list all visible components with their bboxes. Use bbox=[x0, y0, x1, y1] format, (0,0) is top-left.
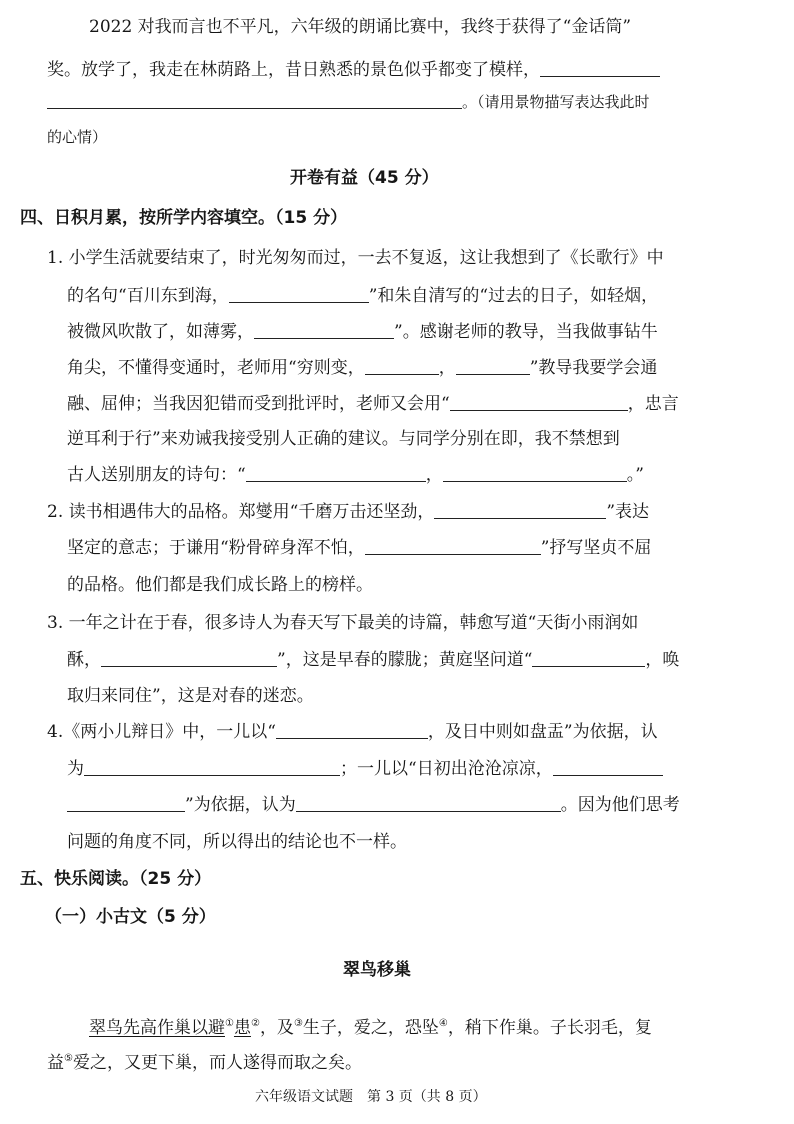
answer-blank-q4-2[interactable] bbox=[84, 757, 340, 776]
answer-blank-intro-1[interactable] bbox=[540, 58, 660, 77]
answer-blank-q3-2[interactable] bbox=[532, 648, 645, 667]
q2-line-2-text-b: ”抒写坚贞不屈 bbox=[540, 538, 652, 558]
passage-line-1 bbox=[89, 1013, 652, 1038]
intro-line-3 bbox=[47, 90, 650, 112]
note-marker-3: ③ bbox=[293, 1018, 303, 1029]
q2-line-2-text-a: 坚定的意志；于谦用“粉骨碎身浑不怕， bbox=[67, 538, 365, 558]
page-footer: 六年级语文试题 第 3 页（共 8 页） bbox=[255, 1089, 487, 1105]
note-marker-5: ⑤ bbox=[64, 1053, 73, 1064]
q4-line-3-text-a: ”为依据，认为 bbox=[185, 795, 296, 815]
q1-line-5-text-a: 融、屈伸；当我因犯错而受到批评时，老师又会用“ bbox=[67, 394, 450, 414]
answer-blank-q4-3[interactable] bbox=[553, 757, 663, 776]
answer-blank-q4-1[interactable] bbox=[276, 720, 428, 739]
answer-blank-q3-1[interactable] bbox=[101, 648, 277, 667]
q2-line-1-text-a: 2. 读书相遇伟大的品格。郑燮用“千磨万击还坚劲， bbox=[47, 502, 435, 522]
intro-line-3-text: 。（请用景物描写表达我此时 bbox=[462, 93, 650, 111]
q4-line-1-text-b: ，及日中则如盘盂”为依据，认 bbox=[427, 722, 658, 742]
q2-line-2 bbox=[67, 533, 651, 558]
q1-line-5 bbox=[67, 389, 679, 414]
passage-title: 翠鸟移巢 bbox=[343, 960, 411, 980]
passage-text-3: 生子，爱之，恐坠 bbox=[302, 1018, 439, 1038]
answer-blank-q1-4[interactable] bbox=[456, 356, 530, 375]
intro-line-2 bbox=[47, 55, 660, 80]
q1-line-2-text-b: ”和朱自清写的“过去的日子，如轻烟， bbox=[368, 286, 659, 306]
q1-line-1: 1. 小学生活就要结束了，时光匆匆而过，一去不复返，这让我想到了《长歌行》中 bbox=[47, 248, 664, 268]
q1-line-2-text-a: 的名句“百川东到海， bbox=[67, 286, 229, 306]
q3-line-2-text-a: 酥， bbox=[67, 650, 101, 670]
intro-line-4: 的心情） bbox=[47, 128, 108, 146]
answer-blank-q1-7[interactable] bbox=[443, 463, 627, 482]
answer-blank-q1-2[interactable] bbox=[254, 320, 394, 339]
intro-line-1: 2022 对我而言也不平凡，六年级的朗诵比赛中，我终于获得了“金话筒” bbox=[89, 17, 632, 37]
q4-line-2-text-a: 为 bbox=[67, 759, 84, 779]
q2-line-1-text-b: ”表达 bbox=[606, 502, 650, 522]
note-marker-2: ② bbox=[250, 1018, 260, 1029]
q1-line-5-text-b: ，忠言 bbox=[627, 394, 679, 414]
passage-text-1: 翠鸟先高作巢以避 bbox=[89, 1018, 225, 1038]
intro-line-2-text: 奖。放学了，我走在林荫路上，昔日熟悉的景色似乎都变了模样， bbox=[47, 60, 540, 80]
answer-blank-q2-1[interactable] bbox=[434, 500, 606, 519]
q1-line-4-text-c: ”教导我要学会通 bbox=[529, 358, 658, 378]
q3-line-2 bbox=[67, 645, 679, 670]
q1-line-7-text-a: 古人送别朋友的诗句：“ bbox=[67, 465, 246, 485]
passage-text-5: 益 bbox=[47, 1053, 64, 1073]
q4-line-2 bbox=[67, 754, 663, 779]
q1-line-3-text-b: ”。感谢老师的教导，当我做事钻牛 bbox=[394, 322, 658, 342]
section-5-subtitle: （一）小古文（5 分） bbox=[45, 907, 216, 927]
answer-blank-q4-4[interactable] bbox=[67, 793, 185, 812]
q1-line-7 bbox=[67, 460, 644, 485]
q2-line-1 bbox=[47, 497, 649, 522]
passage-text-2: ，及 bbox=[259, 1018, 294, 1038]
q4-line-2-text-b: ；一儿以“日初出沧沧凉凉， bbox=[340, 759, 553, 779]
q4-line-1 bbox=[47, 717, 658, 742]
note-marker-4: ④ bbox=[438, 1018, 448, 1029]
answer-blank-q1-3[interactable] bbox=[365, 356, 439, 375]
q1-line-3-text-a: 被微风吹散了，如薄雾， bbox=[67, 322, 254, 342]
note-marker-1: ① bbox=[225, 1018, 234, 1029]
answer-blank-q4-5[interactable] bbox=[296, 793, 561, 812]
section-5-title: 五、快乐阅读。（25 分） bbox=[20, 869, 212, 889]
answer-blank-q1-1[interactable] bbox=[229, 284, 369, 303]
answer-blank-q1-5[interactable] bbox=[450, 392, 628, 411]
passage-word-huan: 患 bbox=[233, 1018, 251, 1038]
q1-line-7-text-b: ， bbox=[425, 465, 443, 485]
q1-line-4-text-a: 角尖，不懂得变通时，老师用“穷则变， bbox=[67, 358, 365, 378]
q1-line-7-text-c: 。” bbox=[626, 465, 644, 485]
q4-line-3-text-b: 。因为他们思考 bbox=[560, 795, 680, 815]
q3-line-2-text-c: ，唤 bbox=[645, 650, 680, 670]
section-4-title: 四、日积月累，按所学内容填空。（15 分） bbox=[20, 208, 348, 228]
answer-blank-intro-2[interactable] bbox=[47, 90, 462, 109]
q4-line-4: 问题的角度不同，所以得出的结论也不一样。 bbox=[67, 832, 407, 852]
q4-line-1-text-a: 4.《两小儿辩日》中，一儿以“ bbox=[47, 722, 276, 742]
q4-line-3 bbox=[67, 790, 680, 815]
q1-line-4-text-b: ， bbox=[438, 358, 456, 378]
q1-line-2 bbox=[67, 281, 658, 306]
answer-blank-q2-2[interactable] bbox=[365, 536, 541, 555]
passage-line-2 bbox=[47, 1048, 362, 1073]
q3-line-2-text-b: ”，这是早春的朦胧；黄庭坚问道“ bbox=[277, 650, 533, 670]
q1-line-6: 逆耳利于行”来劝诫我接受别人正确的建议。与同学分别在即，我不禁想到 bbox=[67, 429, 620, 449]
answer-blank-q1-6[interactable] bbox=[246, 463, 426, 482]
passage-text-6: 爱之，又更下巢，而人遂得而取之矣。 bbox=[72, 1053, 362, 1073]
q3-line-3: 取归来同住”，这是对春的迷恋。 bbox=[67, 686, 314, 706]
part-title: 开卷有益（45 分） bbox=[290, 168, 439, 188]
passage-text-4: ，稍下作巢。子长羽毛，复 bbox=[447, 1018, 652, 1038]
q1-line-4 bbox=[67, 353, 657, 378]
q3-line-1: 3. 一年之计在于春，很多诗人为春天写下最美的诗篇，韩愈写道“天街小雨润如 bbox=[47, 613, 639, 633]
q1-line-3 bbox=[67, 317, 658, 342]
q2-line-3: 的品格。他们都是我们成长路上的榜样。 bbox=[67, 575, 373, 595]
